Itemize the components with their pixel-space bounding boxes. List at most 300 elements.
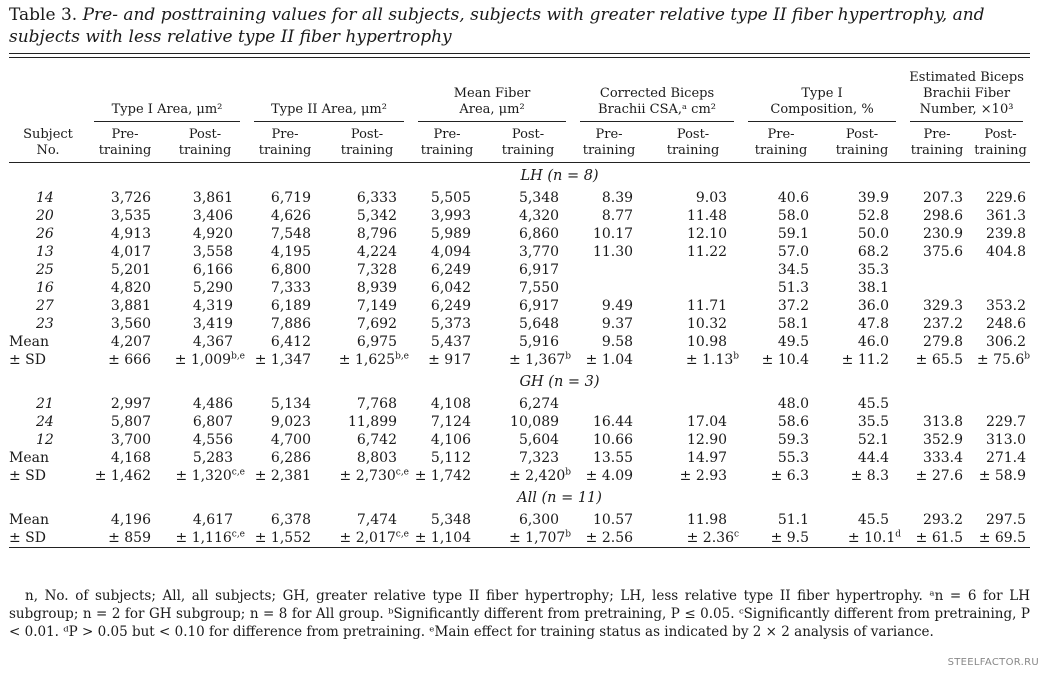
- value-cell: [323, 261, 411, 279]
- section-header: [9, 485, 1030, 511]
- value-cell: [821, 333, 903, 351]
- value-text: 9.49: [601, 297, 634, 314]
- value-text: 11.48: [686, 207, 728, 224]
- value-text: 404.8: [985, 243, 1027, 260]
- value-text: 47.8: [857, 315, 890, 332]
- value-text: 239.8: [985, 225, 1027, 242]
- value-cell: [821, 225, 903, 243]
- value-cell: [573, 261, 645, 279]
- table-row: [9, 413, 1030, 431]
- value-text: ± 859: [108, 529, 151, 546]
- value-cell: [821, 511, 903, 529]
- value-cell: [741, 431, 821, 449]
- value-cell: [87, 279, 163, 297]
- value-text: ± 58.9: [978, 467, 1027, 484]
- value-text: ± 9.5: [770, 529, 810, 546]
- training-label: training: [666, 143, 720, 158]
- value-text: 4,617: [192, 511, 234, 528]
- value-text: 5,373: [430, 315, 472, 332]
- value-cell: [323, 207, 411, 225]
- value-cell: [483, 449, 573, 467]
- value-text: 7,886: [270, 315, 312, 332]
- value-cell: [411, 467, 483, 485]
- pre-label: Pre-: [111, 127, 139, 142]
- value-text: 9,023: [270, 413, 312, 430]
- subject-cell: Mean: [9, 511, 49, 528]
- value-cell: [87, 449, 163, 467]
- value-text: 9.03: [695, 189, 728, 206]
- footnote-marker: b: [565, 466, 572, 477]
- value-text: 10,089: [510, 413, 560, 430]
- training-label: training: [420, 143, 474, 158]
- value-text: 6,378: [270, 511, 312, 528]
- value-cell: [821, 297, 903, 315]
- value-text: 7,548: [270, 225, 312, 242]
- value-text: 4,168: [110, 449, 151, 466]
- value-cell: [87, 261, 163, 279]
- value-cell: [821, 351, 903, 369]
- value-text: ± 1,742: [414, 467, 472, 484]
- value-cell: [323, 431, 411, 449]
- posttraining-header: [163, 122, 247, 162]
- value-text: 58.1: [777, 315, 810, 332]
- value-cell: [971, 207, 1030, 225]
- value-text: 3,993: [430, 207, 472, 224]
- value-cell: [573, 467, 645, 485]
- value-text: ± 10.1: [847, 529, 896, 546]
- table-row: [9, 225, 1030, 243]
- footnote-marker: b: [1024, 350, 1031, 361]
- value-text: 14.97: [686, 449, 728, 466]
- subject-cell: 26: [36, 225, 54, 242]
- value-text: 4,094: [430, 243, 472, 260]
- subject-header: Subject: [23, 127, 73, 142]
- value-cell: [323, 511, 411, 529]
- value-text: 48.0: [777, 395, 810, 412]
- watermark: STEELFACTOR.RU: [947, 657, 1039, 668]
- value-text: 271.4: [985, 449, 1027, 466]
- value-cell: [323, 333, 411, 351]
- value-text: 4,556: [192, 431, 234, 448]
- group-composition-2: Composition, %: [770, 102, 874, 117]
- value-text: 6,042: [430, 279, 472, 296]
- value-cell: [741, 511, 821, 529]
- pretraining-header: [247, 122, 323, 162]
- value-cell: [483, 351, 573, 369]
- table-row: [9, 467, 1030, 485]
- value-cell: [971, 297, 1030, 315]
- footnote-marker: c,e: [231, 528, 246, 539]
- value-cell: [573, 431, 645, 449]
- value-cell: [971, 225, 1030, 243]
- value-cell: [323, 529, 411, 548]
- value-text: 58.0: [777, 207, 810, 224]
- table-row: [9, 297, 1030, 315]
- value-text: 45.5: [857, 511, 890, 528]
- value-text: 7,333: [270, 279, 312, 296]
- value-cell: [87, 189, 163, 207]
- value-cell: [163, 225, 247, 243]
- value-text: 353.2: [985, 297, 1027, 314]
- training-label: training: [98, 143, 152, 158]
- value-cell: [573, 225, 645, 243]
- value-cell: [573, 207, 645, 225]
- value-text: 6,300: [518, 511, 560, 528]
- subject-cell: ± SD: [9, 529, 87, 548]
- value-cell: [741, 189, 821, 207]
- group-type2-area: Type II Area, μm²: [271, 102, 387, 117]
- post-label: Post-: [350, 127, 384, 142]
- subject-cell: Mean: [9, 333, 49, 350]
- subject-cell: 21: [36, 395, 54, 412]
- value-cell: [741, 207, 821, 225]
- value-text: 5,604: [518, 431, 560, 448]
- value-cell: [903, 315, 971, 333]
- value-text: 6,249: [430, 297, 472, 314]
- value-cell: [323, 189, 411, 207]
- pretraining-header: [903, 122, 971, 162]
- section-label: All (n = 11): [517, 489, 602, 506]
- value-cell: [741, 529, 821, 548]
- value-text: 6,249: [430, 261, 472, 278]
- value-cell: [411, 449, 483, 467]
- value-cell: [741, 467, 821, 485]
- value-text: ± 27.6: [915, 467, 964, 484]
- table-row: [9, 243, 1030, 261]
- pre-label: Pre-: [271, 127, 299, 142]
- value-cell: [411, 225, 483, 243]
- value-text: 375.6: [922, 243, 964, 260]
- training-label: training: [178, 143, 232, 158]
- value-cell: [483, 297, 573, 315]
- value-cell: [247, 395, 323, 413]
- value-text: 57.0: [777, 243, 810, 260]
- posttraining-header: [821, 122, 903, 162]
- value-cell: [323, 315, 411, 333]
- footnote-marker: b,e: [395, 350, 410, 361]
- value-text: 248.6: [985, 315, 1027, 332]
- footnote-marker: b: [565, 350, 572, 361]
- value-cell: [821, 315, 903, 333]
- value-text: 7,768: [356, 395, 398, 412]
- value-cell: [87, 315, 163, 333]
- value-text: 5,989: [430, 225, 472, 242]
- value-cell: [87, 297, 163, 315]
- value-text: 293.2: [922, 511, 964, 528]
- pretraining-header: [87, 122, 163, 162]
- value-text: ± 917: [428, 351, 472, 368]
- value-cell: [573, 243, 645, 261]
- value-cell: [87, 243, 163, 261]
- value-text: 45.5: [857, 395, 890, 412]
- value-cell: [247, 225, 323, 243]
- value-text: 230.9: [922, 225, 964, 242]
- value-cell: [645, 225, 741, 243]
- value-cell: [163, 395, 247, 413]
- value-cell: [411, 511, 483, 529]
- subject-cell: Mean: [9, 449, 49, 466]
- value-text: ± 4.09: [585, 467, 634, 484]
- value-text: 3,419: [192, 315, 234, 332]
- value-text: ± 10.4: [761, 351, 810, 368]
- value-cell: [821, 529, 903, 548]
- value-text: 313.8: [922, 413, 964, 430]
- value-cell: [247, 189, 323, 207]
- value-cell: [323, 243, 411, 261]
- value-cell: [483, 261, 573, 279]
- value-cell: [573, 511, 645, 529]
- table-caption: Pre- and posttraining values for all subjects, subjects with greater relative type II fiber hypertrophy, and subjects with less relative type II fiber hypertrophy: [9, 5, 985, 47]
- value-text: 229.6: [985, 189, 1027, 206]
- value-text: 5,112: [430, 449, 472, 466]
- value-text: 52.1: [857, 431, 890, 448]
- value-text: ± 8.3: [850, 467, 890, 484]
- value-cell: [903, 467, 971, 485]
- table-row: [9, 333, 1030, 351]
- post-label: Post-: [984, 127, 1017, 142]
- group-type1-area: Type I Area, μm²: [111, 102, 223, 117]
- group-estimated-2: Brachii Fiber: [923, 86, 1011, 101]
- value-text: 55.3: [777, 449, 810, 466]
- value-text: 68.2: [857, 243, 890, 260]
- footnote-marker: c,e: [395, 528, 410, 539]
- value-cell: [741, 261, 821, 279]
- footnote-marker: c,e: [395, 466, 410, 477]
- value-cell: [163, 529, 247, 548]
- value-cell: [645, 333, 741, 351]
- value-text: 3,861: [192, 189, 234, 206]
- value-cell: [411, 207, 483, 225]
- value-cell: [821, 413, 903, 431]
- value-cell: [411, 333, 483, 351]
- table-row: [9, 279, 1030, 297]
- value-text: 6,975: [356, 333, 398, 350]
- value-cell: [323, 225, 411, 243]
- value-cell: [163, 467, 247, 485]
- pre-label: Pre-: [595, 127, 623, 142]
- table-body: [9, 162, 1030, 547]
- value-cell: [573, 449, 645, 467]
- value-cell: [411, 413, 483, 431]
- table-row: [9, 261, 1030, 279]
- value-text: 4,820: [110, 279, 151, 296]
- value-cell: [971, 529, 1030, 548]
- value-text: 333.4: [922, 449, 964, 466]
- value-text: 8,939: [356, 279, 398, 296]
- value-text: 3,560: [110, 315, 151, 332]
- value-text: 4,920: [192, 225, 234, 242]
- footnote-marker: c,e: [231, 466, 246, 477]
- value-cell: [645, 297, 741, 315]
- value-cell: [741, 395, 821, 413]
- value-cell: [87, 225, 163, 243]
- value-cell: [645, 511, 741, 529]
- group-mean-fiber-2: Area, μm²: [459, 102, 525, 117]
- value-cell: [87, 207, 163, 225]
- post-label: Post-: [188, 127, 222, 142]
- value-cell: [645, 449, 741, 467]
- value-cell: [645, 529, 741, 548]
- value-text: 12.90: [686, 431, 728, 448]
- value-cell: [323, 467, 411, 485]
- value-cell: [971, 449, 1030, 467]
- value-cell: [411, 431, 483, 449]
- value-text: 50.0: [857, 225, 890, 242]
- posttraining-header: [483, 122, 573, 162]
- value-text: 2,997: [110, 395, 151, 412]
- value-text: 6,807: [192, 413, 234, 430]
- value-text: 7,149: [356, 297, 398, 314]
- training-label: training: [974, 143, 1027, 158]
- value-text: 36.0: [857, 297, 890, 314]
- table-number: Table 3.: [9, 5, 78, 25]
- value-text: 8.77: [601, 207, 634, 224]
- value-text: 7,124: [430, 413, 472, 430]
- value-cell: [741, 413, 821, 431]
- value-text: 4,108: [430, 395, 472, 412]
- value-cell: [821, 261, 903, 279]
- value-cell: [903, 333, 971, 351]
- value-text: 37.2: [777, 297, 810, 314]
- section-label: GH (n = 3): [519, 373, 600, 390]
- value-cell: [903, 207, 971, 225]
- footnote-marker: b: [733, 350, 740, 361]
- value-cell: [573, 351, 645, 369]
- section-label: LH (n = 8): [520, 167, 599, 184]
- value-cell: [163, 189, 247, 207]
- table-title: [9, 4, 1039, 48]
- value-text: 5,437: [430, 333, 472, 350]
- footnote-marker: d: [895, 528, 902, 539]
- value-text: 35.3: [857, 261, 890, 278]
- value-text: ± 1,347: [254, 351, 312, 368]
- value-text: 40.6: [777, 189, 810, 206]
- value-text: 8,803: [356, 449, 398, 466]
- value-text: 7,474: [356, 511, 398, 528]
- value-cell: [163, 261, 247, 279]
- value-text: 6,333: [356, 189, 398, 206]
- section-header: [9, 369, 1030, 395]
- value-cell: [411, 243, 483, 261]
- value-text: 5,807: [110, 413, 151, 430]
- group-estimated-3: Number, ×10³: [919, 102, 1014, 117]
- value-cell: [247, 261, 323, 279]
- value-text: 6,274: [518, 395, 560, 412]
- table-row: [9, 315, 1030, 333]
- value-cell: [741, 315, 821, 333]
- value-cell: [573, 333, 645, 351]
- value-text: ± 65.5: [915, 351, 964, 368]
- value-cell: [247, 431, 323, 449]
- posttraining-header: [645, 122, 741, 162]
- value-text: 4,626: [270, 207, 312, 224]
- table-row: [9, 189, 1030, 207]
- value-text: 58.6: [777, 413, 810, 430]
- value-text: 44.4: [857, 449, 890, 466]
- value-cell: [645, 279, 741, 297]
- value-text: ± 2,420: [509, 467, 566, 484]
- value-cell: [247, 449, 323, 467]
- value-cell: [323, 449, 411, 467]
- value-text: 3,770: [518, 243, 560, 260]
- value-text: 5,505: [430, 189, 472, 206]
- subject-cell: 25: [36, 261, 54, 278]
- value-text: 3,700: [110, 431, 151, 448]
- value-cell: [903, 511, 971, 529]
- training-label: training: [340, 143, 394, 158]
- value-text: 59.3: [777, 431, 810, 448]
- value-cell: [903, 279, 971, 297]
- value-text: ± 2,730: [339, 467, 396, 484]
- value-text: 4,913: [110, 225, 151, 242]
- value-text: 4,207: [110, 333, 151, 350]
- value-cell: [87, 333, 163, 351]
- value-text: 12.10: [686, 225, 728, 242]
- value-text: ± 11.2: [841, 351, 890, 368]
- value-text: ± 75.6: [976, 351, 1025, 368]
- value-cell: [821, 467, 903, 485]
- value-text: 361.3: [985, 207, 1027, 224]
- value-cell: [645, 189, 741, 207]
- value-text: 6,800: [270, 261, 312, 278]
- post-label: Post-: [511, 127, 545, 142]
- footnote-marker: b: [565, 528, 572, 539]
- value-cell: [573, 297, 645, 315]
- value-cell: [971, 279, 1030, 297]
- value-text: 306.2: [985, 333, 1027, 350]
- table-row: [9, 431, 1030, 449]
- value-cell: [645, 261, 741, 279]
- value-cell: [247, 333, 323, 351]
- value-cell: [163, 431, 247, 449]
- value-cell: [163, 207, 247, 225]
- value-cell: [903, 225, 971, 243]
- value-cell: [87, 395, 163, 413]
- value-text: 10.17: [592, 225, 634, 242]
- value-text: ± 666: [108, 351, 151, 368]
- value-text: ± 69.5: [978, 529, 1027, 546]
- value-cell: [87, 431, 163, 449]
- value-text: 6,166: [192, 261, 234, 278]
- value-cell: [971, 333, 1030, 351]
- value-cell: [87, 351, 163, 369]
- value-text: 5,648: [518, 315, 560, 332]
- value-text: 5,134: [270, 395, 312, 412]
- value-cell: [163, 333, 247, 351]
- value-text: 352.9: [922, 431, 964, 448]
- pre-label: Pre-: [767, 127, 795, 142]
- value-text: 5,916: [518, 333, 560, 350]
- value-text: ± 2.56: [585, 529, 634, 546]
- section-header: [9, 162, 1030, 189]
- value-text: ± 2.36: [686, 529, 734, 546]
- subject-header-no: No.: [36, 143, 60, 158]
- table-footnote: [9, 587, 1030, 641]
- value-text: ± 1,367: [509, 351, 566, 368]
- post-label: Post-: [676, 127, 710, 142]
- value-cell: [903, 449, 971, 467]
- value-cell: [483, 431, 573, 449]
- value-text: ± 1,320: [175, 467, 232, 484]
- value-text: 4,367: [192, 333, 234, 350]
- value-text: 13.55: [592, 449, 634, 466]
- value-text: 4,319: [192, 297, 234, 314]
- value-cell: [247, 315, 323, 333]
- value-text: 11.71: [686, 297, 728, 314]
- value-text: 39.9: [857, 189, 890, 206]
- value-text: 4,196: [110, 511, 151, 528]
- value-cell: [87, 467, 163, 485]
